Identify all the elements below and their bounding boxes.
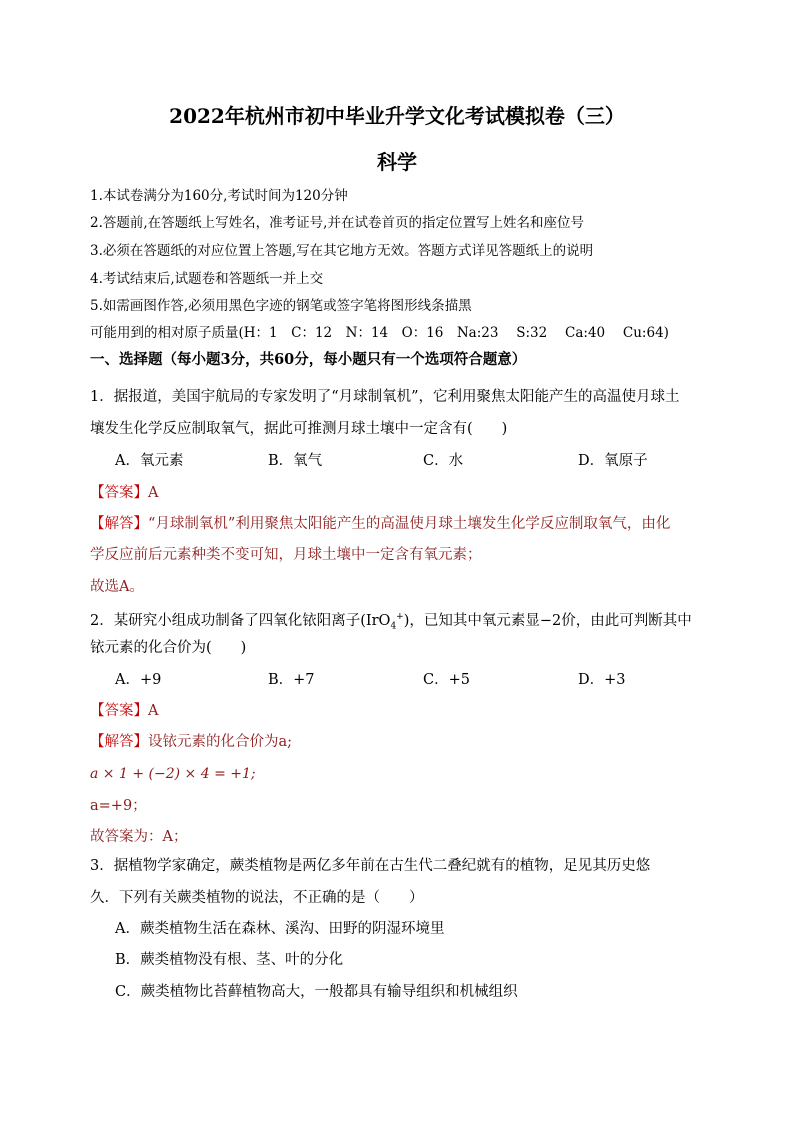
q3-option-b: B．蕨类植物没有根、茎、叶的分化 xyxy=(115,952,344,968)
atomic-masses: 可能用到的相对原子质量(H：1 C：12 N：14 O：16 Na:23 S:32 Ca:40 Cu:64) xyxy=(90,325,669,341)
instruction-5: 5.如需画图作答,必须用黑色字迹的钢笔或签字笔将图形线条描黑 xyxy=(90,298,472,314)
analysis-label: 【解答】 xyxy=(90,516,148,532)
q3-option-c: C．蕨类植物比苔藓植物高大，一般都具有输导组织和机械组织 xyxy=(115,984,518,1000)
q2-option-d: D．+3 xyxy=(578,672,626,688)
instruction-1: 1.本试卷满分为160分,考试时间为120分钟 xyxy=(90,188,348,204)
q3-option-a: A．蕨类植物生活在森林、溪沟、田野的阴湿环境里 xyxy=(115,921,445,937)
analysis-text: 设铱元素的化合价为a; xyxy=(148,734,293,750)
subject-title: 科学 xyxy=(377,150,417,174)
q3-text-line2: 久．下列有关蕨类植物的说法，不正确的是（ ） xyxy=(90,890,424,906)
instruction-4: 4.考试结束后,试题卷和答题纸一并上交 xyxy=(90,271,324,287)
answer-label: 【答案】 xyxy=(90,485,148,501)
q2-answer xyxy=(90,702,158,720)
q2-text-line1 xyxy=(90,608,692,636)
q2-superscript: + xyxy=(396,612,404,622)
q2-conclusion: 故答案为：A； xyxy=(90,829,188,845)
q1-option-b: B．氧气 xyxy=(268,453,323,469)
q1-option-a: A．氧元素 xyxy=(115,453,184,469)
q1-text-line1: 1．据报道，美国宇航局的专家发明了“月球制氧机”，它利用聚焦太阳能产生的高温使月球土 xyxy=(90,389,680,405)
exam-title: 2022年杭州市初中毕业升学文化考试模拟卷（三） xyxy=(169,104,625,128)
q2-text-a: 2．某研究小组成功制备了四氧化铱阳离子(IrO xyxy=(90,612,391,629)
q1-option-d: D．氧原子 xyxy=(578,453,648,469)
q2-analysis xyxy=(90,733,292,751)
q1-option-c: C．水 xyxy=(423,453,464,469)
answer-value: A xyxy=(148,703,159,719)
q1-answer xyxy=(90,484,158,502)
instruction-3: 3.必须在答题纸的对应位置上答题,写在其它地方无效。答题方式详见答题纸上的说明 xyxy=(90,243,594,259)
analysis-label: 【解答】 xyxy=(90,734,148,750)
q2-option-b: B．+7 xyxy=(268,672,315,688)
q1-analysis-line2: 学反应前后元素种类不变可知，月球土壤中一定含有氧元素； xyxy=(90,547,482,563)
analysis-text: “月球制氧机”利用聚焦太阳能产生的高温使月球土壤发生化学反应制取氧气，由化 xyxy=(148,516,671,532)
q3-text-line1: 3．据植物学家确定，蕨类植物是两亿多年前在古生代二叠纪就有的植物，足见其历史悠 xyxy=(90,858,651,874)
q2-equation: a × 1 + (−2) × 4 = +1; xyxy=(90,766,256,782)
q2-result: a=+9； xyxy=(90,798,147,814)
q1-text-line2: 壤发生化学反应制取氧气，据此可推测月球土壤中一定含有( ) xyxy=(90,421,508,437)
q2-option-a: A．+9 xyxy=(115,672,162,688)
q2-option-c: C．+5 xyxy=(423,672,470,688)
answer-label: 【答案】 xyxy=(90,703,148,719)
instruction-2: 2.答题前,在答题纸上写姓名，准考证号,并在试卷首页的指定位置写上姓名和座位号 xyxy=(90,215,584,231)
section-heading: 一、选择题（每小题3分，共60分，每小题只有一个选项符合题意） xyxy=(90,351,527,368)
q2-subscript: 4 xyxy=(390,621,397,632)
q1-conclusion: 故选A。 xyxy=(90,579,144,595)
q2-text-b: )，已知其中氧元素显−2价，由此可判断其中 xyxy=(403,612,692,629)
q2-text-line2: 铱元素的化合价为( ) xyxy=(90,640,247,656)
q1-analysis-line1 xyxy=(90,515,670,533)
answer-value: A xyxy=(148,485,159,501)
